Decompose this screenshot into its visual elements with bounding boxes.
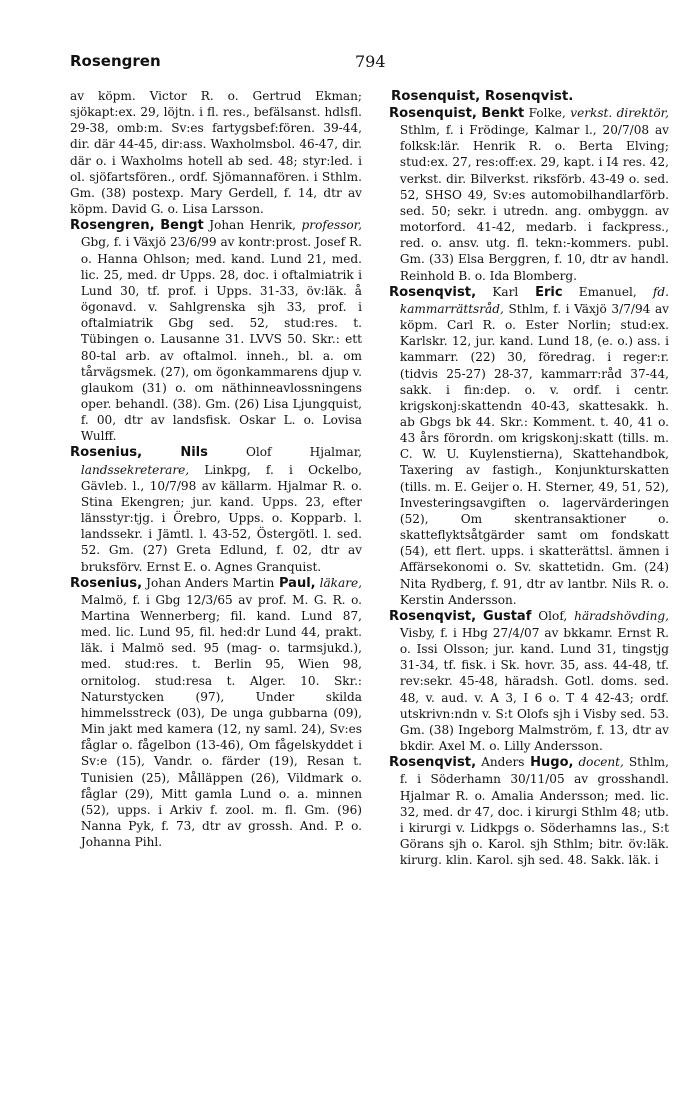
entry-surname: Rosenqvist,: [389, 608, 477, 624]
biography-entry: [389, 284, 669, 608]
biography-entry: [389, 105, 669, 284]
biography-entry: [70, 575, 362, 851]
biography-entry: [389, 754, 669, 868]
entry-given-name: Eric: [518, 284, 563, 300]
entry-name-rest: Johan Henrik,: [203, 218, 297, 233]
entry-name-rest: Karl: [476, 284, 519, 299]
entry-text: Sthlm, f. i Växjö 3/7/94 av köpm. Carl R. o. Ester Norlin; stud:ex. Karlskr. 12, jur. kand. Lund 18, (e. o.) ass. i kammarr. (22) 30, föredrag. i reger:r. (tidvis 25-27) 28-37, kammarr:råd 37-44, sakk. i fin:dep. o. v. ordf. i centr. krigskonj:skattendn 40-43, skattesakk. h. ab Gbgs bk 44. Skr.: Komment. t. 40, 41 o. 43 års förordn. om krigskonj:skatt (tills. m. C. W. U. Kuylenstierna), Skattehandbok, Taxering av fastigh., Konjunkturskatten (tills. m. E. Geijer o. H. Sterner, 49, 51, 52), Investeringsavgiften o. lagervärderingen (52), Om skentransaktioner o. skatteflyktsåtgärder samt om fondskatt (54), ett flert. upps. i skatterättsl. ämnen i Affärsekonomi o. Sv. skattetidn. Gm. (24) Nita Rydberg, f. 91, dtr av lantbr. Nils R. o. Kerstin Andersson.: [399, 301, 669, 607]
entry-surname: Rosenius,: [70, 445, 143, 461]
entry-text: Linkpg, f. i Ockelbo, Gävleb. l., 10/7/98 av källarm. Hjalmar R. o. Stina Ekengren; jur. kand. Upps. 23, efter länsstyr:tjg. i Örebro, Upps. o. Kopparb. l. landssekr. i Jämtl. l. 43-52, Östergötl. l. sed. 52. Gm. (27) Greta Edlund, f. 02, dtr av bruksförv. Ernst E. o. Agnes Granquist.: [80, 462, 362, 574]
entry-surname: Rosenqvist,: [389, 284, 477, 300]
group-heading: Rosenquist, Rosenqvist.: [391, 89, 574, 104]
continued-entry: [70, 88, 362, 217]
biography-entry: [70, 217, 362, 444]
entry-text: Visby, f. i Hbg 27/4/07 av bkkamr. Ernst R. o. Issi Olsson; jur. kand. Lund 31, tingstjg 31-34, tf. fisk. i Sk. hovr. 35, ass. 44-48, tf. rev:sekr. 45-48, häradsh. Gotl. doms. sed. 48, v. aud. v. A 3, I 6 o. T 4 42-43; ordf. utskrivn:ndn v. S:t Olofs sjh i Visby sed. 53. Gm. (38) Ingeborg Malmström, f. 13, dtr av bkdir. Axel M. o. Lilly Andersson.: [399, 626, 669, 754]
entry-given-name: Benkt: [481, 106, 525, 121]
entry-given-name: Nils: [180, 445, 208, 461]
entry-surname: Rosenius,: [70, 575, 143, 591]
entry-name-rest: Emanuel,: [562, 284, 637, 299]
running-header: [70, 52, 670, 76]
entry-title: landssekreterare,: [80, 462, 190, 477]
entry-surname: Rosenqvist,: [389, 755, 477, 771]
entry-given-name: Paul,: [274, 575, 316, 591]
entry-text: Malmö, f. i Gbg 12/3/65 av prof. M. G. R. o. Martina Wennerberg; fil. kand. Lund 87, med. lic. Lund 95, fil. hed:dr Lund 44, prakt. läk. i Malmö sed. 95 (mag- o. tarmsjukd.), med. stud:res. t. Berlin 95, Wien 98, ornitolog. stud:resa t. Alger. 10. Skr.: Naturstycken (97), Under skilda himmelsstreck (03), De unga gubbarna (09), Min jakt med kamera (12, ny saml. 24), Sv:es fåglar o. fågelbon (13-46), Om fågelskyddet i Sv:e (15), Vandr. o. färder (19), Resan t. Tunisien (25), Målläppen (26), Vildmark o. fåglar (29), Mitt gamla Lund o. a. minnen (52), upps. i Arkiv f. zool. m. fl. Gm. (96) Nanna Pyk, f. 73, dtr av grossh. And. P. o. Johanna Pihl.: [80, 592, 362, 850]
biography-entry: [70, 444, 362, 574]
entry-title: docent,: [578, 755, 624, 770]
right-column: [389, 88, 669, 868]
entry-surname: Rosengren,: [70, 218, 155, 234]
entry-title: professor,: [301, 218, 362, 233]
entry-text: Sthlm, f. i Söderhamn 30/11/05 av grosshandl. Hjalmar R. o. Amalia Andersson; med. lic. 32, med. dr 47, doc. i kirurgi Sthlm 48; utb. i kirurgi v. Lidkpgs o. Söderhamns las., S:t Görans sjh o. Karol. sjh Sthlm; bitr. öv:läk. kirurg. klin. Karol. sjh sed. 48. Sakk. läk. i: [399, 755, 669, 868]
entry-given-name: Bengt: [160, 218, 204, 234]
entry-given-name: Gustaf: [483, 608, 532, 624]
entry-title: läkare,: [319, 575, 362, 590]
entry-title: häradshövding,: [574, 608, 669, 623]
entry-surname: Rosenquist,: [389, 106, 477, 121]
entry-title: fd. kammarrättsråd,: [399, 284, 669, 316]
entry-text: Sthlm, f. i Frödinge, Kalmar l., 20/7/08 av folksk:lär. Henrik R. o. Berta Elving; stud:ex. 27, res:off:ex. 29, kapt. i I4 res. 42, verkst. dir. Bilverkst. riksförb. 43-49 o. sed. 52, SHSO 49, Sv:es automobilhandlarförb. sed. 50; sekr. i utredn. ang. ombyggn. av motorford. 41-42, medarb. i fackpress., red. o. ansv. utg. fl. tekn:-kommers. publ. Gm. (33) Elsa Berggren, f. 10, dtr av handl. Reinhold B. o. Ida Blomberg.: [399, 123, 669, 283]
entry-name-rest: Johan Anders Martin: [142, 575, 275, 590]
biography-entry: [389, 608, 669, 754]
entry-name-rest: Olof Hjalmar,: [207, 445, 362, 460]
entry-name-rest: Anders: [476, 755, 525, 770]
running-head-word: Rosengren: [70, 52, 161, 70]
entry-name-rest: Olof,: [531, 608, 568, 623]
entry-text: av köpm. Victor R. o. Gertrud Ekman; sjökapt:ex. 29, löjtn. i fl. res., befälsanst. hdlsfl. 29-38, omb:m. Sv:es fartygsbef:fören. 39-44, dir. där 44-45, dir:ass. Waxholmsbol. 46-47, dir. där o. i Waxholms hotell ab sed. 48; styr:led. i ol. sjöfartsfören., ordf. Sjömannafören. i Sthlm. Gm. (38) postexp. Mary Gerdell, f. 14, dtr av köpm. David G. o. Lisa Larsson.: [70, 89, 362, 217]
page-number: 794: [355, 52, 386, 71]
entry-title: verkst. direktör,: [570, 106, 669, 120]
left-column: [70, 88, 362, 850]
entry-text: Gbg, f. i Växjö 23/6/99 av kontr:prost. Josef R. o. Hanna Ohlson; med. kand. Lund 21, med. lic. 25, med. dr Upps. 28, doc. i oftalmiatrik i Lund 30, tf. prof. i Upps. 31-33, öv:läk. å ögonavd. v. Sahlgrenska sjh 33, prof. i oftalmiatrik Gbg sed. 52, stud:res. t. Tübingen o. Lausanne 31. LVVS 50. Skr.: ett 80-tal arb. av oftalmol. inneh., bl. a. om tårvägsmek. (27), om ögonkammarens djup v. glaukom (31) o. om näthinneavlossningens oper. behandl. (38). Gm. (26) Lisa Ljungquist, f. 00, dtr av landsfisk. Oskar L. o. Lovisa Wulff.: [80, 235, 362, 444]
entry-given-name: Hugo,: [524, 755, 574, 771]
entry-name-rest: Folke,: [524, 106, 566, 120]
